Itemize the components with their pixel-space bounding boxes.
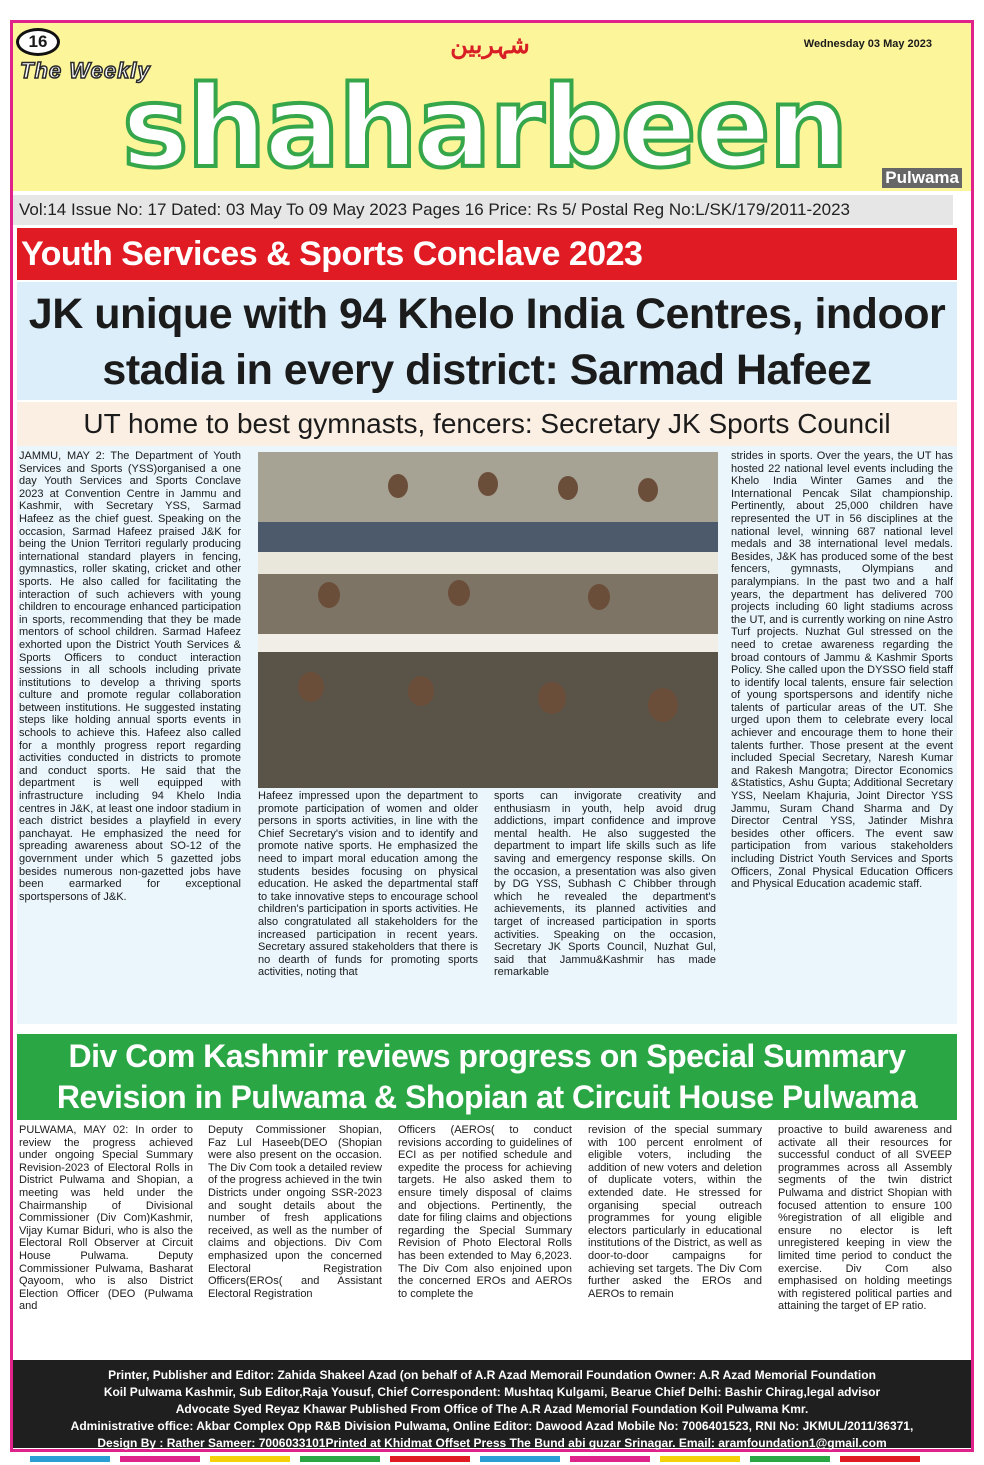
photo-person [318,582,340,608]
photo-person [448,580,470,606]
story2-column-1: PULWAMA, MAY 02: In order to review the progress achieved under ongoing Special Summary Revision-2023 of Electoral Rolls in District Pulwama and Shopian, a meeting was held under the Chairmanship of Divisional Commissioner (Div Com)Kashmir, Vijay Kumar Biduri, who is also the Electoral Roll Observer at Circuit House Pulwama. Deputy Commissioner Pulwama, Basharat Qayoom, who is also District Election Officer (DEO (Pulwama and [19,1124,193,1313]
photo-table [258,552,718,574]
photo-person [388,474,408,498]
photo-desks [258,634,718,652]
weekly-label: The Weekly [20,58,151,83]
photo-person [558,476,578,500]
story2-headline [17,1034,957,1120]
color-strip [210,1456,290,1462]
photo-person [588,584,610,610]
issue-date: Wednesday 03 May 2023 [803,38,932,50]
story2-column-2: Deputy Commissioner Shopian, Faz Lul Haseeb(DEO (Shopian were also present on the occasion. The Div Com took a detailed review of the progress achieved in the twin Districts under ongoing SSR-2023 and sought details about the number of fresh applications received, as well as the number of claims and objections. Div Com emphasized upon the concerned Electoral Registration Officers(EROs( and Assistant Electoral Registration [208,1124,382,1300]
volume-line: Vol:14 Issue No: 17 Dated: 03 May To 09 May 2023 Pages 16 Price: Rs 5/ Postal Reg No:L/SK/179/2011-2023 [13,195,953,225]
story1-subheadline: UT home to best gymnasts, fencers: Secretary JK Sports Council [17,402,957,446]
newspaper-brand: shaharbeen [122,63,847,193]
color-strip [480,1456,560,1462]
story2-column-3: Officers (AEROs( to conduct revisions according to guidelines of ECI as per notified schedule and expedite the process for achieving targets. He also asked them to ensure timely disposal of claims and objections. Pertinently, the date for filing claims and objections regarding the Special Summary Revision of Photo Electoral Rolls has been extended to May 6,2023. The Div Com also enjoined upon the concerned EROs and AEROs to complete the [398,1124,572,1300]
photo-dais [258,522,718,552]
color-strip [660,1456,740,1462]
story1-kicker: Youth Services & Sports Conclave 2023 [17,228,957,280]
color-strip [390,1456,470,1462]
color-strip [840,1456,920,1462]
story1-column-3: sports can invigorate creativity and enthusiasm in youth, help avoid drug addictions, impart confidence and improve mental health. He also suggested the department to impart life skills such as life saving and emergency response skills. On the occasion, a presentation was also given by DG YSS, Subhash C Chibber through which he revealed the department's achievements, its planned activities and target of increased participation in sports activities. Speaking on the occasion, Secretary JK Sports Council, Nuzhat Gul, said that Jammu&Kashmir has made remarkable [494,790,716,979]
story2-column-5: proactive to build awareness and activate all their resources for successful conduct of all SVEEP programmes across all Assembly segments of the twin district Pulwama and district Shopian with focused attention to ensure 100 %registration of all eligible and ensure no elector is left unregistered keeping in view the limited time period to conduct the exercise. Div Com also emphasised on holding meetings with registered political parties and attaining the target of EP ratio. [778,1124,952,1313]
story2-headline-line1: Div Com Kashmir reviews progress on Special Summary [68,1038,906,1074]
imprint-line-1: Printer, Publisher and Editor: Zahida Shakeel Azad (on behalf of A.R Azad Memorail Foundation Owner: A.R Azad Memorial Foundation [108,1368,876,1382]
photo-audience-row2 [258,652,718,788]
photo-person [638,478,658,502]
photo-person [648,688,678,722]
story1-column-2: Hafeez impressed upon the department to promote participation of women and older persons in sports activities, in line with the Chief Secretary's vision and to identify and promote native sports. He emphasized the need to impart moral education among the students besides focusing on physical education. He asked the departmental staff to take innovative steps to encourage school children's participation in sports activities. He also congratulated all stakeholders for the increased participation in recent years. Secretary assured stakeholders that there is no dearth of funds for promoting sports activities, noting that [258,790,478,979]
color-strip [570,1456,650,1462]
color-strip [120,1456,200,1462]
imprint-line-2: Koil Pulwama Kashmir, Sub Editor,Raja Yousuf, Chief Correspondent: Mushtaq Kulgami, Bearue Chief Delhi: Bashir Chirag,legal advisor [103,1385,881,1399]
page-number: 16 [16,28,60,56]
story2-column-4: revision of the special summary with 100 percent enrolment of eligible voters, including the addition of new voters and deletion of duplicate voters, within the extended date. He stressed for organising special outreach programmes for young eligible electors particularly in educational institutions of the District, as well as door-to-door campaigns for achieving set targets. The Div Com further asked the EROs and AEROs to remain [588,1124,762,1300]
photo-person [478,472,498,496]
story1-headline [17,282,957,400]
color-strip [750,1456,830,1462]
imprint-line-3: Advocate Syed Reyaz Khawar Published From Office of The A.R Azad Memorial Foundation Koil Pulwama Kmr. [175,1402,809,1416]
story1-headline-line1: JK unique with 94 Khelo India Centres, indoor [28,290,946,338]
conclave-photo [258,452,718,788]
imprint-footer [13,1360,971,1448]
story1-column-1: JAMMU, MAY 2: The Department of Youth Services and Sports (YSS)organised a one day Youth Services and Sports Conclave 2023 at Convention Centre in Jammu and Kashmir, with Secretary YSS, Sarmad Hafeez as the chief guest. Speaking on the occasion, Sarmad Hafeez praised J&K for being the Union Territori regularly producing international standard players in fencing, gymnastics, roller skating, cricket and other sports. He also called for facilitating the interaction of such achievers with young children to encourage enhanced participation in sports, recommending that they be made mentors of school children. Sarmad Hafeez exhorted upon the District Youth Services & Sports Officers to conduct interaction sessions in all schools including private institutions to develop a thriving sports culture and promote regular collaboration between institutions. He suggested instating steps like holding annual sports events in schools to achieve this. Hafeez also called for a monthly progress report regarding activities conducted in districts to promote and conduct sports. He said that the department is well equipped with infrastructure including 94 Khelo India centres in J&K, at least one indoor stadium in each district besides a playfield in every panchayat. He emphasized the need for spreading awareness about SO-12 of the government under which 5 gazetted jobs besides numerous non-gazetted jobs have been earmarked for exceptional sportspersons of J&K. [19,450,241,903]
imprint-line-5: Design By : Rather Sameer: 7006033101Printed at Khidmat Offset Press The Bund abi guzar Srinagar. Email: aramfoundation1@gmail.com [97,1436,887,1450]
color-strip [300,1456,380,1462]
story1-headline-line2: stadia in every district: Sarmad Hafeez [102,346,872,394]
photo-person [408,676,434,706]
story2-headline-line2: Revision in Pulwama & Shopian at Circuit House Pulwama [56,1079,918,1115]
photo-person [298,672,324,702]
story1-column-4: strides in sports. Over the years, the UT has hosted 22 national level events including the Khelo India Winter Games and the International Pencak Silat championship. Pertinently, about 25,000 children have represented the UT in 56 disciplines at the national level, winning 687 national level medals and 38 international level medals. Besides, J&K has produced some of the best fencers, gymnasts, Olympians and paralympians. In the past two and a half years, the department has delivered 700 projects including 60 light stadiums across the UT, and is currently working on nine Astro Turf projects. Nuzhat Gul stressed on the need to cretae awareness regarding the broad contours of Jammu & Kashmir Sports Policy. She called upon the DYSSO field staff to identify local talents, ensure fair selection of young sportspersons and identify niche talents of particular areas of the UT. She urged upon them to celebrate every local achiever and encourage them to hone their talents further. Those present at the event included Special Secretary, Naresh Kumar and Rakesh Mangotra; Director Economics &Statistics, Ashu Gupta; Additional Secretary YSS, Neelam Khajuria, Joint Director YSS Jammu, Suram Chand Sharma and Dy Director Central YSS, Jatinder Mishra besides other officers. The event saw participation from various stakeholders including District Youth Services and Sports Officers, Zonal Physical Education Officers and Physical Education academic staff. [731,450,953,891]
color-strip [30,1456,110,1462]
imprint-line-4: Administrative office: Akbar Complex Opp R&B Division Pulwama, Online Editor: Dawood Azad Mobile No: 7006401523, RNI No: JKMUL/2011/36371, [70,1419,914,1433]
urdu-logo: شہربین [450,30,530,59]
photo-person [538,682,566,714]
location-label: Pulwama [882,168,962,188]
